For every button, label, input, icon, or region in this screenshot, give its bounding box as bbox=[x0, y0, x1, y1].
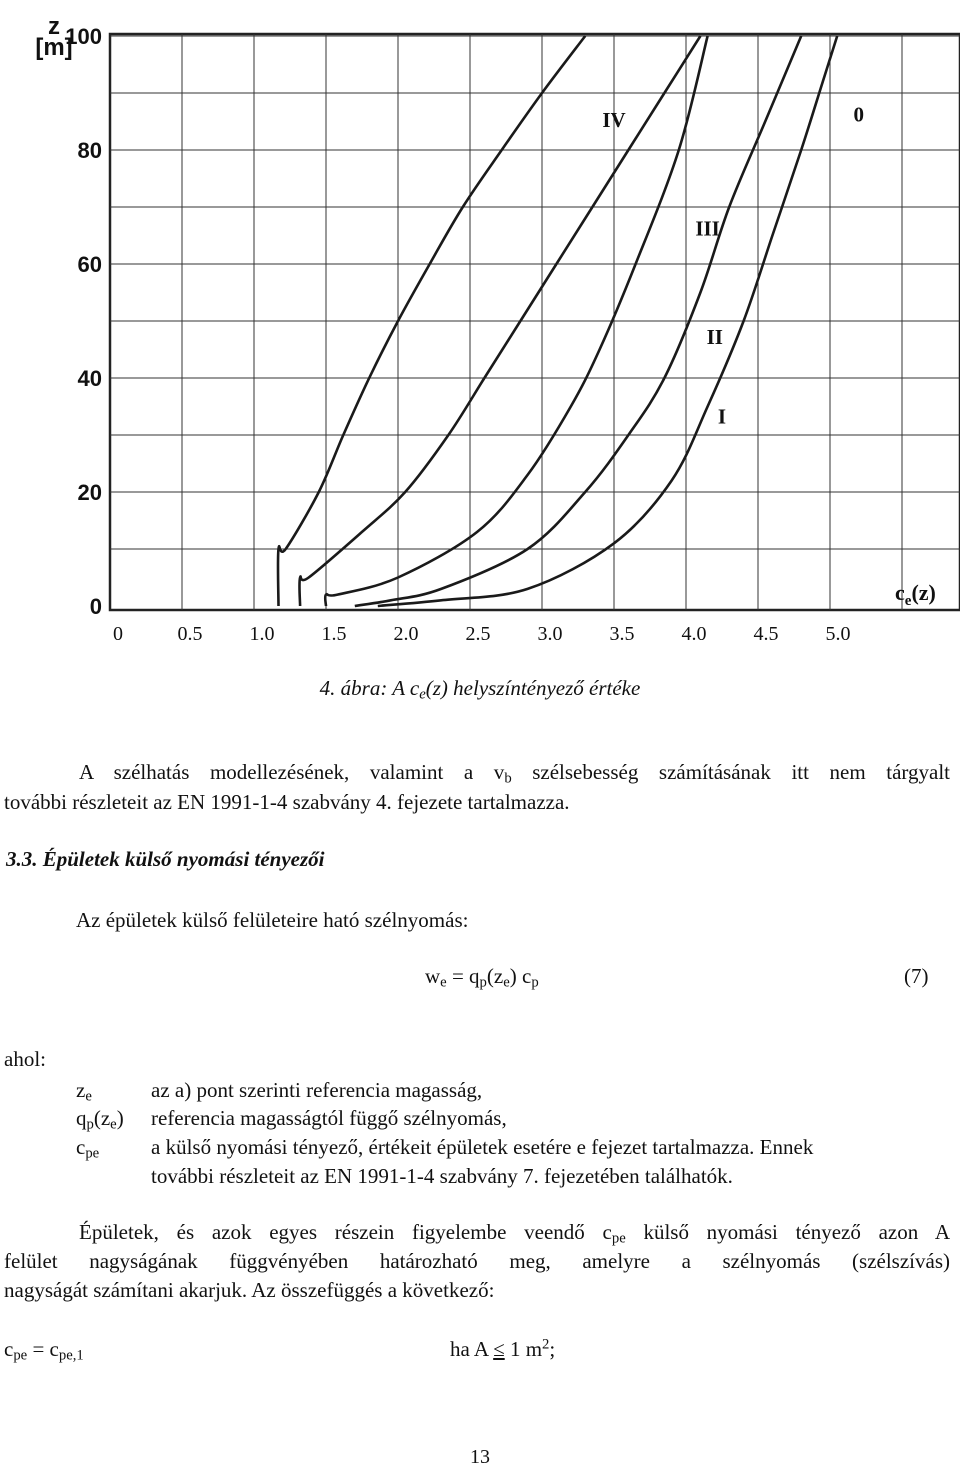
y-tick-label: 40 bbox=[77, 366, 102, 391]
series-label: II bbox=[706, 324, 723, 349]
helyszintenyezo-chart bbox=[0, 0, 960, 660]
x-tick-label: 4.5 bbox=[753, 623, 779, 645]
formula-condition: ha A ≤ 1 $m^2$; bbox=[450, 1336, 556, 1361]
x-tick-label: 1.0 bbox=[249, 623, 275, 645]
x-tick-label: 2.5 bbox=[465, 623, 491, 645]
equation-7: $w_e = q_p(z_e)$ $c_p$ bbox=[425, 964, 539, 991]
x-tick-label: 4.0 bbox=[681, 623, 707, 645]
where-label: ahol: bbox=[4, 1047, 46, 1071]
x-axis-label: $c_e(z)$ bbox=[895, 580, 936, 609]
intro-text: Az épületek külső felületeire ható szélnyomás: bbox=[76, 908, 469, 932]
figure-caption: 4. ábra: A $c_e(z)$ helyszíntényező értéke bbox=[319, 676, 641, 703]
x-tick-label: 0.5 bbox=[177, 623, 203, 645]
chart-plot-frame bbox=[110, 34, 960, 610]
series-label: III bbox=[695, 216, 720, 241]
y-tick-label: 60 bbox=[77, 252, 102, 277]
paragraph-cpe-line3: nagyságát számítani akarjuk. Az összefüggés a következő: bbox=[4, 1278, 495, 1302]
definition-text: referencia magasságtól függő szélnyomás, bbox=[151, 1106, 507, 1130]
y-axis-label-unit: [m] bbox=[35, 34, 73, 61]
x-tick-label: 1.5 bbox=[321, 623, 347, 645]
formula-lhs: $c_{pe} = c_{pe,1}$ bbox=[4, 1337, 84, 1364]
definition-symbol: $c_{pe}$ bbox=[76, 1135, 100, 1162]
paragraph-cpe-line2: felület nagyságának függvényében határozható meg, amelyre a szélnyomás (szélszívás) bbox=[4, 1249, 950, 1273]
y-tick-label: 20 bbox=[77, 480, 102, 505]
definition-symbol: $z_e$ bbox=[76, 1078, 92, 1105]
y-tick-label: 100 bbox=[65, 24, 102, 49]
y-tick-label: 0 bbox=[89, 594, 102, 619]
x-tick-label: 3.5 bbox=[609, 623, 635, 645]
x-tick-label: 5.0 bbox=[825, 623, 851, 645]
x-tick-label: 2.0 bbox=[393, 623, 419, 645]
definition-text: a külső nyomási tényező, értékeit épületek esetére e fejezet tartalmazza. Ennek bbox=[151, 1135, 814, 1159]
y-tick-label: 80 bbox=[77, 138, 102, 163]
definition-text: az a) pont szerinti referencia magasság, bbox=[151, 1078, 483, 1102]
paragraph-wind-model: A szélhatás modellezésének, valamint a $v_b$ szélsebesség számításának itt nem tárgyalt bbox=[79, 760, 950, 787]
x-tick-label: 0 bbox=[113, 623, 123, 645]
paragraph-cpe-line1: Épületek, és azok egyes részein figyelembe veendő $c_{pe}$ külső nyomási tényező azon A bbox=[79, 1220, 950, 1247]
y-axis-label-z: z bbox=[48, 13, 60, 40]
x-tick-label: 3.0 bbox=[537, 623, 563, 645]
series-label: IV bbox=[602, 108, 626, 133]
paragraph-wind-model-cont: további részleteit az EN 1991-1-4 szabvány 4. fejezete tartalmazza. bbox=[4, 790, 570, 814]
definition-text: további részleteit az EN 1991-1-4 szabvány 7. fejezetében találhatók. bbox=[151, 1164, 733, 1188]
section-heading: 3.3. Épületek külső nyomási tényezői bbox=[6, 847, 325, 871]
series-label: 0 bbox=[853, 102, 865, 127]
definition-symbol: $q_p(z_e)$ bbox=[76, 1106, 124, 1133]
equation-number: (7) bbox=[904, 964, 929, 988]
series-label: I bbox=[717, 404, 727, 429]
page-number: 13 bbox=[470, 1446, 490, 1468]
